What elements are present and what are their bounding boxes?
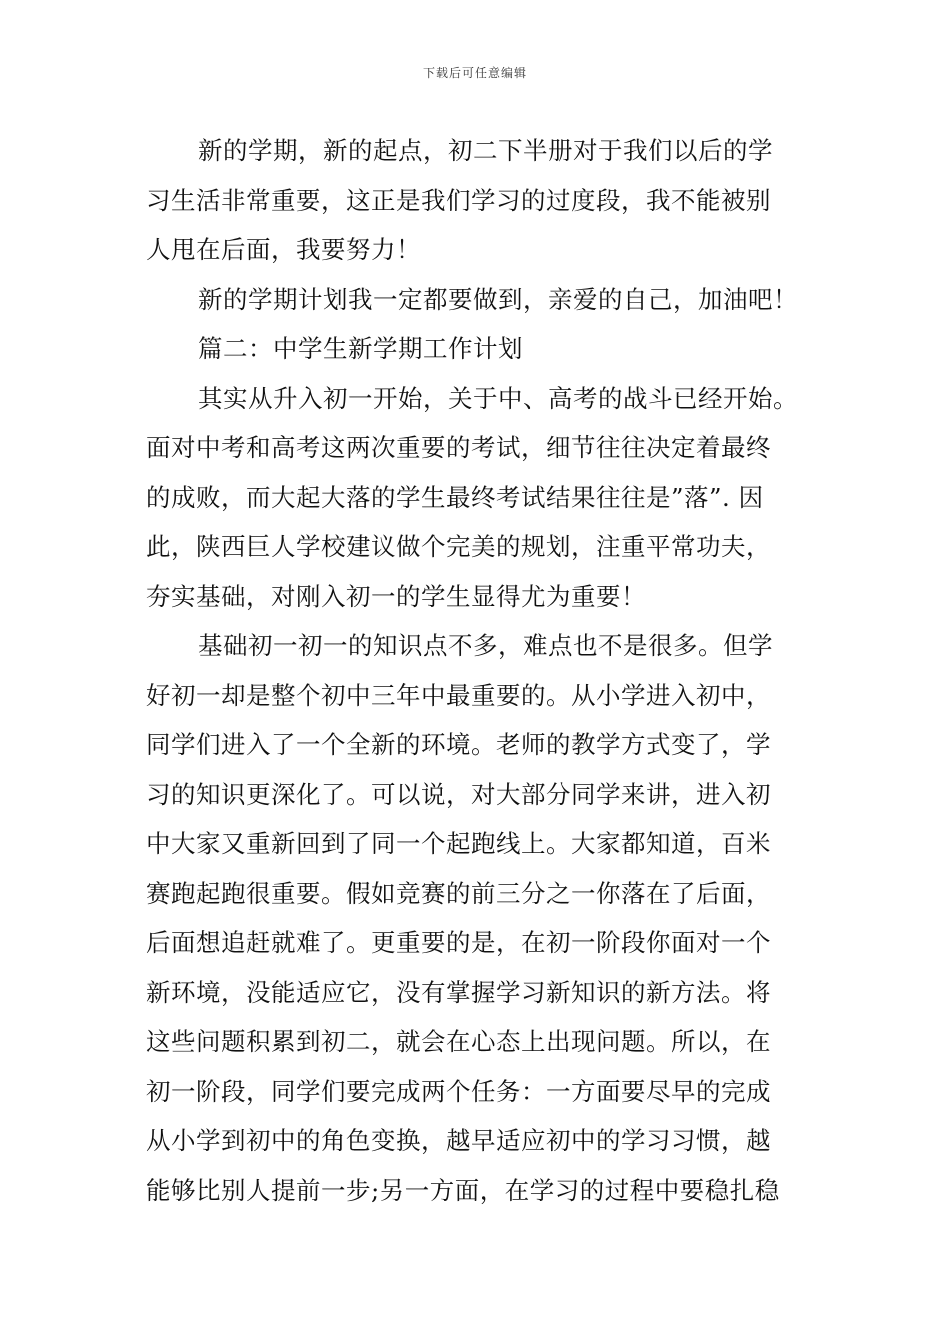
text-line: 赛跑起跑很重要。假如竞赛的前三分之一你落在了后面， (146, 878, 771, 908)
text-line: 好初一却是整个初中三年中最重要的。从小学进入初中， (146, 680, 771, 710)
text-line: 从小学到初中的角色变换，越早适应初中的学习习惯，越 (146, 1126, 771, 1155)
text-line: 此，陕西巨人学校建议做个完美的规划，注重平常功夫， (146, 532, 771, 561)
text-line: 这些问题积累到初二，就会在心态上出现问题。所以，在 (146, 1027, 771, 1056)
text-line: 基础初一初一的知识点不多，难点也不是很多。但学 (198, 631, 773, 660)
text-line: 其实从升入初一开始，关于中、高考的战斗已经开始。 (198, 383, 798, 413)
document-body (146, 131, 826, 1220)
text-line: 夯实基础，对刚入初一的学生显得尤为重要！ (146, 581, 646, 611)
text-line: 面对中考和高考这两次重要的考试，细节往往决定着最终 (146, 433, 771, 462)
text-line: 同学们进入了一个全新的环境。老师的教学方式变了，学 (146, 730, 771, 759)
text-line: 新的学期计划我一定都要做到，亲爱的自己，加油吧！ (198, 284, 798, 314)
text-line: 后面想追赶就难了。更重要的是，在初一阶段你面对一个 (146, 928, 771, 957)
text-line: 习生活非常重要，这正是我们学习的过度段，我不能被别 (146, 185, 771, 215)
text-line: 新的学期，新的起点，初二下半册对于我们以后的学 (198, 136, 773, 165)
text-line: 的成败，而大起大落的学生最终考试结果往往是”落”. 因 (146, 482, 764, 512)
text-line: 人甩在后面，我要努力！ (146, 235, 421, 264)
page-header: 下载后可任意编辑 (422, 66, 527, 80)
text-line: 能够比别人提前一步;另一方面，在学习的过程中要稳扎稳 (146, 1175, 780, 1205)
section-heading: 篇二：中学生新学期工作计划 (198, 334, 523, 363)
text-line: 中大家又重新回到了同一个起跑线上。大家都知道，百米 (146, 829, 771, 858)
text-line: 习的知识更深化了。可以说，对大部分同学来讲，进入初 (146, 779, 771, 809)
text-line: 初一阶段，同学们要完成两个任务：一方面要尽早的完成 (146, 1076, 771, 1106)
text-line: 新环境，没能适应它，没有掌握学习新知识的新方法。将 (146, 977, 771, 1007)
